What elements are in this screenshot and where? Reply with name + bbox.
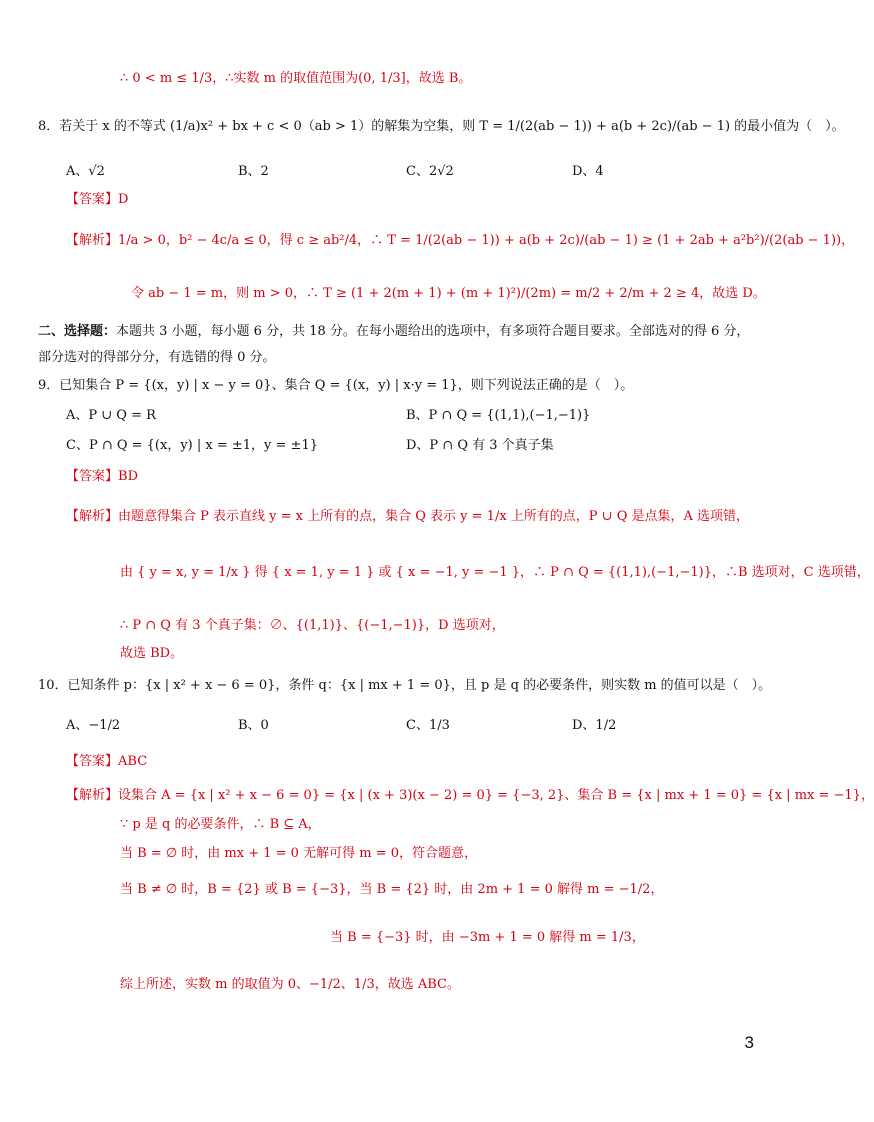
answer-value: ABC [118,754,148,769]
q10-option-d: D、1/2 [572,718,617,733]
q9-option-d: D、P ∩ Q 有 3 个真子集 [406,438,554,453]
answer-tag: 【答案】 [66,469,119,484]
answer-value: D [118,192,129,207]
q9-analysis-line-4: 故选 BD。 [120,646,184,661]
section-2-intro [38,323,749,341]
q8-option-a: A、√2 [66,164,105,179]
q10-option-c: C、1/3 [406,718,450,733]
analysis-line-1: 设集合 A = {x | x² + x − 6 = 0} = {x | (x + 3)(x − 2) = 0} = {−3, 2}、集合 B = {x | mx + 1 = 0} = {x | mx = −1}， [118,788,874,803]
q7-conclusion: ∴ 0 < m ≤ 1/3，∴实数 m 的取值范围为(0, 1/3]，故选 B。 [120,71,472,86]
q10-option-a: A、−1/2 [66,718,121,733]
q10-analysis [66,787,874,805]
analysis-tag: 【解析】 [66,233,119,248]
section-2-text-2: 部分选对的得部分分，有选错的得 0 分。 [38,350,276,365]
q10-analysis-line-3: 当 B = ∅ 时，由 mx + 1 = 0 无解可得 m = 0，符合题意， [120,846,477,861]
q8-analysis [66,232,854,250]
answer-tag: 【答案】 [66,192,119,207]
analysis-line-1: 由题意得集合 P 表示直线 y = x 上所有的点，集合 Q 表示 y = 1/x 上所有的点，P ∪ Q 是点集，A 选项错， [118,509,750,524]
q9-option-c: C、P ∩ Q = {(x，y) | x = ±1，y = ±1} [66,438,318,453]
analysis-tag: 【解析】 [66,788,119,803]
q9-answer [66,468,138,486]
answer-tag: 【答案】 [66,754,119,769]
q9-option-b: B、P ∩ Q = {(1,1),(−1,−1)} [406,408,591,423]
q9-analysis-line-2: 由 { y = x, y = 1/x } 得 { x = 1, y = 1 } 或 { x = −1, y = −1 }，∴ P ∩ Q = {(1,1),(−1,−1)}，∴B 选项对，C 选项错， [120,565,870,580]
answer-value: BD [118,469,138,484]
analysis-line-1: 1/a > 0，b² − 4c/a ≤ 0，得 c ≥ ab²/4，∴ T = 1/(2(ab − 1)) + a(b + 2c)/(ab − 1) ≥ (1 + 2ab + a²b²)/(2(ab − 1))， [118,233,855,248]
q10-stem: 10．已知条件 p：{x | x² + x − 6 = 0}，条件 q：{x | mx + 1 = 0}，且 p 是 q 的必要条件，则实数 m 的值可以是（ ）。 [38,678,772,693]
q9-stem: 9．已知集合 P = {(x，y) | x − y = 0}、集合 Q = {(x，y) | x·y = 1}，则下列说法正确的是（ ）。 [38,378,634,393]
q8-analysis-line-2: 令 ab − 1 = m，则 m > 0，∴ T ≥ (1 + 2(m + 1) + (m + 1)²)/(2m) = m/2 + 2/m + 2 ≥ 4，故选 D。 [131,286,766,301]
q10-option-b: B、0 [238,718,269,733]
section-2-text: 本题共 3 小题，每小题 6 分，共 18 分。在每小题给出的选项中，有多项符合题目要求。全部选对的得 6 分， [116,324,750,339]
analysis-tag: 【解析】 [66,509,119,524]
q10-analysis-line-5: 当 B = {−3} 时，由 −3m + 1 = 0 解得 m = 1/3， [330,930,645,945]
section-2-title: 二、选择题： [38,324,117,339]
q8-option-d: D、4 [572,164,604,179]
q10-analysis-line-4: 当 B ≠ ∅ 时，B = {2} 或 B = {−3}，当 B = {2} 时，由 2m + 1 = 0 解得 m = −1/2， [120,882,664,897]
q8-option-b: B、2 [238,164,269,179]
page-number: 3 [744,1033,754,1052]
q10-analysis-line-2: ∵ p 是 q 的必要条件，∴ B ⊆ A， [120,817,321,832]
q10-analysis-line-6: 综上所述，实数 m 的取值为 0、−1/2、1/3，故选 ABC。 [120,977,460,992]
q8-answer [66,191,128,209]
q8-stem: 8．若关于 x 的不等式 (1/a)x² + bx + c < 0（ab > 1）的解集为空集，则 T = 1/(2(ab − 1)) + a(b + 2c)/(ab − 1) 的最小值为（ ）。 [38,119,845,134]
q9-analysis [66,508,749,526]
q9-analysis-line-3: ∴ P ∩ Q 有 3 个真子集：∅、{(1,1)}、{(−1,−1)}，D 选项对， [120,618,505,633]
q8-option-c: C、2√2 [406,164,454,179]
q9-option-a: A、P ∪ Q = R [66,408,156,423]
q10-answer [66,753,147,771]
